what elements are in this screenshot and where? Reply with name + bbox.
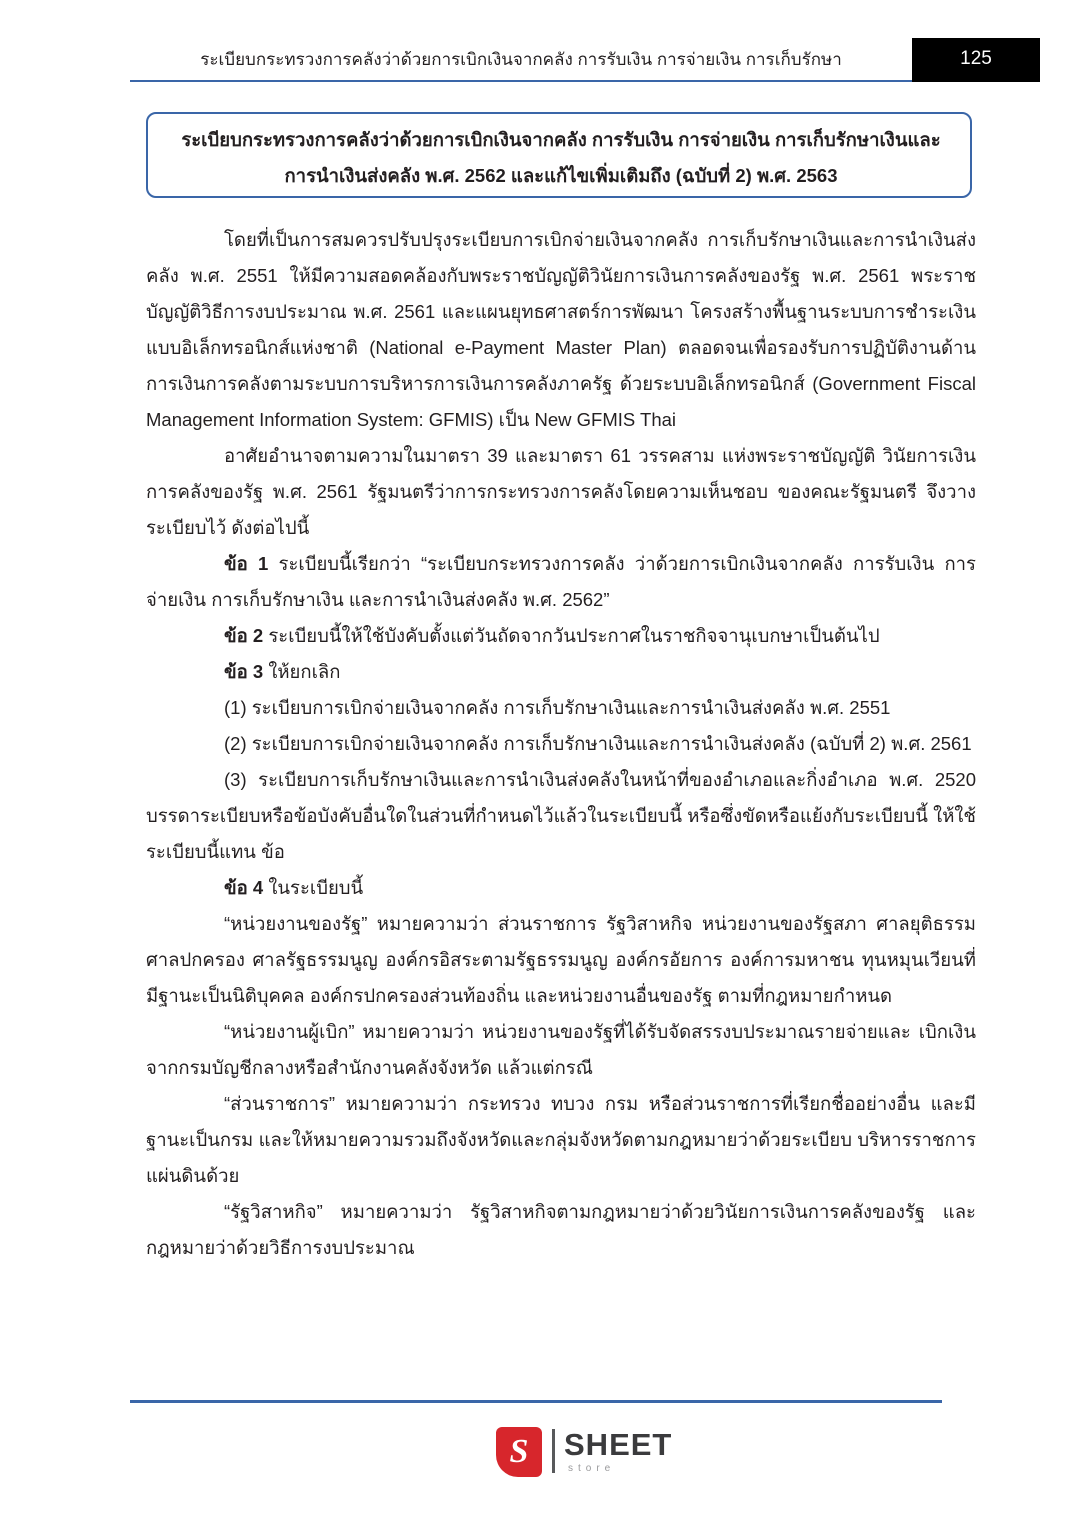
footer-logo — [434, 1425, 673, 1485]
clause-1 — [146, 546, 976, 618]
logo-wordmark: SHEET — [564, 1427, 673, 1462]
running-title: ระเบียบกระทรวงการคลังว่าด้วยการเบิกเงินจากคลัง การรับเงิน การจ่ายเงิน การเก็บรักษา — [200, 50, 842, 69]
definition-state-enterprise: “รัฐวิสาหกิจ” หมายความว่า รัฐวิสาหกิจตามกฎหมายว่าด้วยวินัยการเงินการคลังของรัฐ และกฎหมายว่าด้วยวิธีการงบประมาณ — [146, 1201, 976, 1258]
definition-withdrawing-agency: “หน่วยงานผู้เบิก” หมายความว่า หน่วยงานของรัฐที่ได้รับจัดสรรงบประมาณรายจ่ายและ เบิกเงินจากกรมบัญชีกลางหรือสำนักงานคลังจังหวัด แล้วแต่กรณี — [146, 1021, 976, 1078]
clause-1-text: ระเบียบนี้เรียกว่า “ระเบียบกระทรวงการคลัง ว่าด้วยการเบิกเงินจากคลัง การรับเงิน การจ่ายเงิน การเก็บรักษาเงิน และการนำเงินส่งคลัง พ.ศ. 2562” — [146, 553, 976, 610]
sheet-store-mark-icon: S — [496, 1427, 542, 1477]
clause-2 — [146, 618, 976, 654]
clause-3-label: ข้อ 3 — [224, 661, 264, 682]
definition-state-agency: “หน่วยงานของรัฐ” หมายความว่า ส่วนราชการ รัฐวิสาหกิจ หน่วยงานของรัฐสภา ศาลยุติธรรม ศาลปกครอง ศาลรัฐธรรมนูญ องค์กรอิสระตามรัฐธรรมนูญ องค์กรอัยการ องค์การมหาชน ทุนหมุนเวียนที่มีฐานะเป็นนิติบุคคล องค์กรปกครองส่วนท้องถิ่น และหน่วยงานอื่นของรัฐ ตามที่กฎหมายกำหนด — [146, 913, 976, 1006]
page-number: 125 — [960, 48, 992, 69]
document-title-line-1: ระเบียบกระทรวงการคลังว่าด้วยการเบิกเงินจากคลัง การรับเงิน การจ่ายเงิน การเก็บรักษาเงินและ — [181, 129, 941, 150]
clause-3-item-2: (2) ระเบียบการเบิกจ่ายเงินจากคลัง การเก็บรักษาเงินและการนำเงินส่งคลัง (ฉบับที่ 2) พ.ศ. 2561 — [224, 733, 972, 754]
clause-1-label: ข้อ 1 — [224, 553, 269, 574]
clause-4-label: ข้อ 4 — [224, 877, 264, 898]
definition-government-agency: “ส่วนราชการ” หมายความว่า กระทรวง ทบวง กรม หรือส่วนราชการที่เรียกชื่ออย่างอื่น และมีฐานะเป็นกรม และให้หมายความรวมถึงจังหวัดและกลุ่มจังหวัดตามกฎหมายว่าด้วยระเบียบ บริหารราชการแผ่นดินด้วย — [146, 1093, 976, 1186]
logo-separator — [552, 1429, 555, 1473]
clause-2-text: ระเบียบนี้ให้ใช้บังคับตั้งแต่วันถัดจากวันประกาศในราชกิจจานุเบกษาเป็นต้นไป — [263, 625, 880, 646]
clause-3-item-3: (3) ระเบียบการเก็บรักษาเงินและการนำเงินส่งคลังในหน้าที่ของอำเภอและกิ่งอำเภอ พ.ศ. 2520 บรรดาระเบียบหรือข้อบังคับอื่นใดในส่วนที่กำหนดไว้แล้วในระเบียบนี้ หรือซึ่งขัดหรือแย้งกับระเบียบนี้ ให้ใช้ระเบียบนี้แทน ข้อ — [146, 769, 976, 862]
document-body — [146, 222, 976, 1266]
clause-4-text: ในระเบียบนี้ — [263, 877, 364, 898]
clause-2-label: ข้อ 2 — [224, 625, 264, 646]
clause-4 — [146, 870, 976, 906]
clause-3-text: ให้ยกเลิก — [263, 661, 341, 682]
logo-subtext: store — [568, 1463, 616, 1474]
paragraph-preamble-2: อาศัยอำนาจตามความในมาตรา 39 และมาตรา 61 วรรคสาม แห่งพระราชบัญญัติ วินัยการเงินการคลังของรัฐ พ.ศ. 2561 รัฐมนตรีว่าการกระทรวงการคลังโดยความเห็นชอบ ของคณะรัฐมนตรี จึงวางระเบียบไว้ ดังต่อไปนี้ — [146, 445, 976, 538]
document-title-line-2: การนำเงินส่งคลัง พ.ศ. 2562 และแก้ไขเพิ่มเติมถึง (ฉบับที่ 2) พ.ศ. 2563 — [284, 165, 838, 186]
clause-3-item-1: (1) ระเบียบการเบิกจ่ายเงินจากคลัง การเก็บรักษาเงินและการนำเงินส่งคลัง พ.ศ. 2551 — [224, 697, 891, 718]
page-header — [0, 38, 1075, 88]
clause-3 — [146, 654, 976, 690]
footer-divider — [130, 1400, 942, 1403]
header-divider — [130, 80, 912, 82]
document-title-box — [146, 112, 972, 198]
paragraph-preamble-1: โดยที่เป็นการสมควรปรับปรุงระเบียบการเบิกจ่ายเงินจากคลัง การเก็บรักษาเงินและการนำเงินส่งคลัง พ.ศ. 2551 ให้มีความสอดคล้องกับพระราชบัญญัติวินัยการเงินการคลังของรัฐ พ.ศ. 2561 พระราชบัญญัติวิธีการงบประมาณ พ.ศ. 2561 และแผนยุทธศาสตร์การพัฒนา โครงสร้างพื้นฐานระบบการชำระเงินแบบอิเล็กทรอนิกส์แห่งชาติ (National e-Payment Master Plan) ตลอดจนเพื่อรองรับการปฏิบัติงานด้านการเงินการคลังตามระบบการบริหารการเงินการคลังภาครัฐ ด้วยระบบอิเล็กทรอนิกส์ (Government Fiscal Management Information System: GFMIS) เป็น New GFMIS Thai — [146, 229, 976, 430]
